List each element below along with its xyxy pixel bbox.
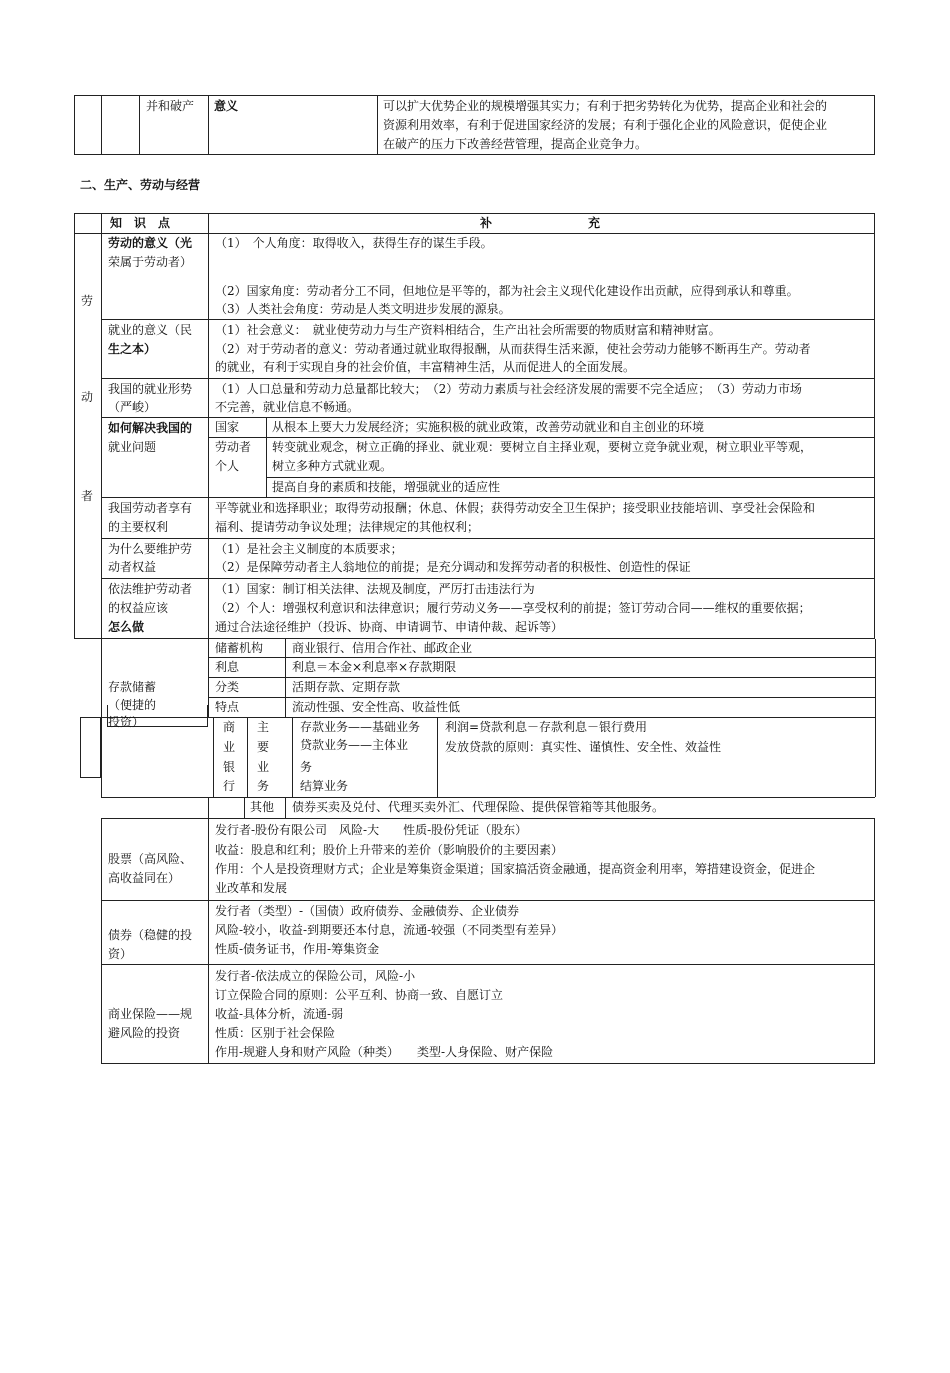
- supplement-line: 订立保险合同的原则：公平互利、协商一致、自愿订立: [215, 988, 504, 1002]
- main-table-header: [74, 213, 875, 234]
- main-business-label: 要: [257, 740, 270, 754]
- knowledge-point: 就业的意义（民: [108, 323, 193, 337]
- knowledge-point: 荣属于劳动者）: [108, 255, 193, 269]
- savings-label: 利息: [215, 660, 240, 674]
- knowledge-point: 股票（高风险、: [108, 852, 193, 866]
- bank-label: 商: [223, 720, 236, 734]
- knowledge-point: （严峻）: [108, 400, 157, 414]
- supplement-line: 发行者-股份有限公司 风险-大 性质-股份凭证（股东）: [215, 823, 528, 837]
- business-item: 存款业务——基础业务: [300, 720, 421, 734]
- bank-label: 行: [223, 779, 236, 793]
- top-content-line: 资源利用效率，有利于促进国家经济的发展；有利于强化企业的风险意识，促使企业: [383, 118, 828, 132]
- knowledge-point: 我国的就业形势: [108, 382, 193, 396]
- top-cell-meaning: 意义: [214, 99, 239, 113]
- supplement-line: 通过合法途径维护（投诉、协商、申请调节、申请仲裁、起诉等）: [215, 620, 564, 634]
- main-business-label: 务: [257, 779, 270, 793]
- sub-label-country: 国家: [215, 420, 240, 434]
- supplement-line: 发行者-依法成立的保险公司，风险-小: [215, 969, 416, 983]
- business-item: 务: [300, 760, 313, 774]
- savings-value: 流动性强、安全性高、收益性低: [292, 700, 461, 714]
- bank-label: 业: [223, 740, 236, 754]
- supplement-line: （1）国家：制订相关法律、法规及制度，严厉打击违法行为: [215, 582, 535, 596]
- main-business-label: 主: [257, 720, 270, 734]
- savings-value: 活期存款、定期存款: [292, 680, 401, 694]
- knowledge-point: 如何解决我国的: [108, 421, 193, 435]
- supplement-line: 业改革和发展: [215, 881, 288, 895]
- profit-line: 利润=贷款利息－存款利息－银行费用: [445, 720, 648, 734]
- knowledge-point: 商业保险——规: [108, 1007, 193, 1021]
- knowledge-point: 为什么要维护劳: [108, 542, 193, 556]
- supplement-line: 性质：区别于社会保险: [215, 1026, 336, 1040]
- top-content-line: 在破产的压力下改善经营管理，提高企业竞争力。: [383, 137, 648, 151]
- header-knowledge: 知 识 点: [110, 216, 171, 230]
- stray-frame: [80, 717, 101, 778]
- knowledge-point: 我国劳动者享有: [108, 501, 193, 515]
- side-label: 动: [81, 390, 94, 404]
- other-value: 债券买卖及兑付、代理买卖外汇、代理保险、提供保管箱等其他服务。: [292, 800, 665, 814]
- knowledge-point: 高收益同在）: [108, 871, 181, 885]
- profit-line: 发放贷款的原则：真实性、谨慎性、安全性、效益性: [445, 740, 722, 754]
- supplement-line: （2）对于劳动者的意义：劳动者通过就业取得报酬，从而获得生活来源，使社会劳动力能够不断再生产。劳动者: [215, 342, 811, 356]
- sub-content: 转变就业观念，树立正确的择业、就业观：要树立自主择业观，要树立竞争就业观，树立职业平等观，: [272, 440, 813, 454]
- knowledge-point: （便捷的: [108, 698, 157, 712]
- supplement-line: 作用：个人是投资理财方式；企业是筹集资金渠道；国家搞活资金融通，提高资金利用率，筹措建设资金，促进企: [215, 862, 816, 876]
- other-label: 其他: [250, 800, 275, 814]
- knowledge-point: 劳动的意义（光: [108, 236, 193, 250]
- knowledge-point: 存款储蓄: [108, 680, 157, 694]
- supplement-line: （2）是保障劳动者主人翁地位的前提；是充分调动和发挥劳动者的积极性、创造性的保证: [215, 560, 691, 574]
- sub-content: 从根本上要大力发展经济；实施积极的就业政策，改善劳动就业和自主创业的环境: [272, 420, 705, 434]
- section-title: 二、生产、劳动与经营: [80, 178, 201, 192]
- sub-content: 提高自身的素质和技能，增强就业的适应性: [272, 480, 501, 494]
- side-label: 劳: [81, 294, 94, 308]
- knowledge-point: 投资）: [108, 715, 145, 729]
- side-label: 者: [81, 489, 94, 503]
- supplement-line: 收益-具体分析，流通-弱: [215, 1007, 344, 1021]
- business-item: 贷款业务——主体业: [300, 738, 409, 752]
- supplement-line: 福利、提请劳动争议处理；法律规定的其他权利；: [215, 520, 480, 534]
- supplement-line: 不完善，就业信息不畅通。: [215, 400, 360, 414]
- header-supplement: 补 充: [480, 216, 601, 230]
- top-content-line: 可以扩大优势企业的规模增强其实力；有利于把劣势转化为优势，提高企业和社会的: [383, 99, 828, 113]
- knowledge-point: 怎么做: [108, 620, 145, 634]
- supplement-line: （1） 个人角度：取得收入，获得生存的谋生手段。: [215, 236, 493, 250]
- savings-value: 利息＝本金×利息率×存款期限: [292, 660, 457, 674]
- main-business-label: 业: [257, 760, 270, 774]
- supplement-line: （2）个人：增强权利意识和法律意识；履行劳动义务——享受权利的前提；签订劳动合同——维权的重要依据；: [215, 601, 811, 615]
- sub-label-worker: 劳动者: [215, 440, 252, 454]
- knowledge-point: 生之本）: [108, 342, 157, 356]
- knowledge-point: 避风险的投资: [108, 1026, 181, 1040]
- knowledge-point: 动者权益: [108, 560, 157, 574]
- knowledge-point: 的主要权利: [108, 520, 169, 534]
- supplement-line: 风险-较小，收益-到期要还本付息，流通-较强（不同类型有差异）: [215, 923, 564, 937]
- supplement-line: 作用-规避人身和财产风险（种类） 类型-人身保险、财产保险: [215, 1045, 554, 1059]
- supplement-line: （1）社会意义： 就业使劳动力与生产资料相结合，生产出社会所需要的物质财富和精神财富。: [215, 323, 721, 337]
- savings-label: 储蓄机构: [215, 641, 264, 655]
- top-cell-merge: 并和破产: [146, 99, 195, 113]
- supplement-line: （3）人类社会角度：劳动是人类文明进步发展的源泉。: [215, 302, 511, 316]
- knowledge-point: 就业问题: [108, 440, 157, 454]
- supplement-line: （1）人口总量和劳动力总量都比较大； （2）劳动力素质与社会经济发展的需要不完全适应； （3）劳动力市场: [215, 382, 802, 396]
- supplement-line: 平等就业和选择职业；取得劳动报酬；休息、休假；获得劳动安全卫生保护；接受职业技能培训、享受社会保险和: [215, 501, 816, 515]
- bank-label: 银: [223, 760, 236, 774]
- savings-label: 分类: [215, 680, 240, 694]
- supplement-line: 的就业，有利于实现自身的社会价值，丰富精神生活，从而促进人的全面发展。: [215, 360, 636, 374]
- knowledge-point: 资）: [108, 947, 133, 961]
- savings-label: 特点: [215, 700, 240, 714]
- supplement-line: 收益：股息和红利；股价上升带来的差价（影响股价的主要因素）: [215, 843, 564, 857]
- sub-content: 树立多种方式就业观。: [272, 459, 393, 473]
- supplement-line: 发行者（类型）-（国债）政府债券、金融债券、企业债券: [215, 904, 520, 918]
- sub-label-worker: 个人: [215, 459, 240, 473]
- knowledge-point: 的权益应该: [108, 601, 169, 615]
- supplement-line: 性质-债务证书，作用-筹集资金: [215, 942, 380, 956]
- savings-value: 商业银行、信用合作社、邮政企业: [292, 641, 473, 655]
- supplement-line: （1）是社会主义制度的本质要求；: [215, 542, 403, 556]
- supplement-line: （2）国家角度：劳动者分工不同，但地位是平等的，都为社会主义现代化建设作出贡献，应得到承认和尊重。: [215, 284, 799, 298]
- business-item: 结算业务: [300, 779, 349, 793]
- knowledge-point: 依法维护劳动者: [108, 582, 193, 596]
- knowledge-point: 债券（稳健的投: [108, 928, 193, 942]
